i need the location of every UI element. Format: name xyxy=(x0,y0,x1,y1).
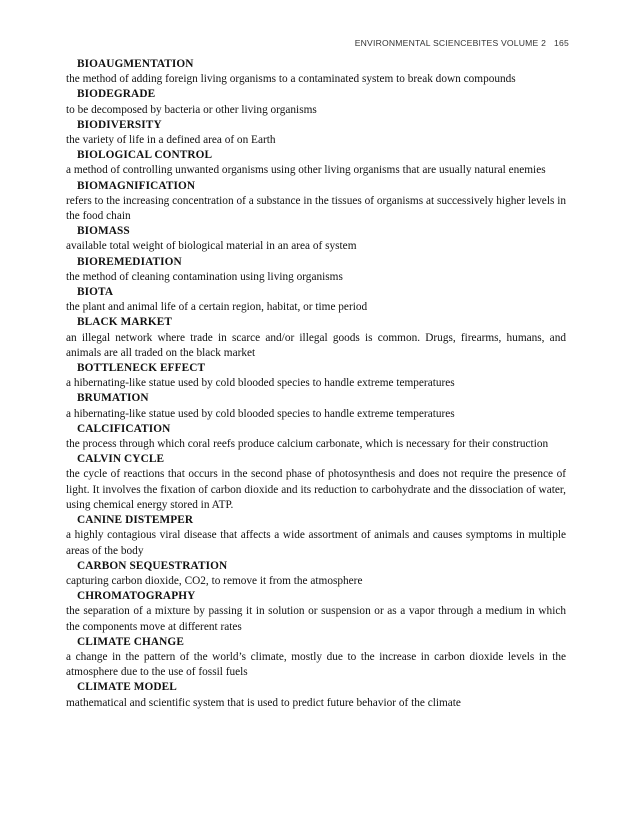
running-header xyxy=(355,38,569,48)
glossary-term: BOTTLENECK EFFECT xyxy=(77,362,206,375)
glossary-entry-biomass xyxy=(66,224,566,254)
glossary-term: BIOAUGMENTATION xyxy=(77,58,194,70)
glossary-definition: the cycle of reactions that occurs in the second phase of photosynthesis and does not require the presence of light. It involves the fixation of carbon dioxide and its reduction to carbohydrate and the dissociation of water, using chemical energy stored in ATP. xyxy=(66,468,566,511)
glossary-term: CLIMATE CHANGE xyxy=(77,635,184,648)
glossary-entry-carbon-sequestration xyxy=(66,559,566,589)
running-title: ENVIRONMENTAL SCIENCEBITES VOLUME 2 xyxy=(354,38,547,48)
glossary-entry-climate-model xyxy=(66,680,566,710)
page-number: 165 xyxy=(554,38,569,48)
glossary-entry-biomagnification xyxy=(66,179,566,225)
glossary-definition: the variety of life in a defined area of on Earth xyxy=(66,134,276,147)
glossary-term: BIODIVERSITY xyxy=(77,118,162,131)
glossary-entry-bioaugmentation xyxy=(66,57,566,87)
glossary-definition: an illegal network where trade in scarce and/or illegal goods is common. Drugs, firearms, humans, and animals are all traded on the black market xyxy=(66,331,566,359)
glossary-entry-brumation xyxy=(66,391,566,421)
glossary-entry-calcification xyxy=(66,422,566,452)
glossary-definition: a change in the pattern of the world’s climate, mostly due to the increase in carbon dioxide levels in the atmosphere due to the use of fossil fuels xyxy=(66,650,566,679)
glossary-term: BIODEGRADE xyxy=(77,88,156,101)
glossary-term: BLACK MARKET xyxy=(77,316,173,329)
glossary-definition: capturing carbon dioxide, CO2, to remove it from the atmosphere xyxy=(66,574,363,587)
glossary-definition: the process through which coral reefs produce calcium carbonate, which is necessary for their construction xyxy=(66,438,549,451)
glossary-term: CALCIFICATION xyxy=(77,422,171,435)
glossary-entry-biota xyxy=(66,285,566,315)
glossary-term: CANINE DISTEMPER xyxy=(77,514,194,527)
glossary-term: CALVIN CYCLE xyxy=(77,453,165,466)
glossary-definition: the separation of a mixture by passing it in solution or suspension or as a vapor through a medium in which the components move at different rates xyxy=(66,605,566,633)
glossary-definition: available total weight of biological material in an area of system xyxy=(66,240,357,253)
glossary-term: BIOREMEDIATION xyxy=(77,255,182,268)
glossary-definition: mathematical and scientific system that is used to predict future behavior of the climate xyxy=(66,696,461,709)
glossary-definition: refers to the increasing concentration of a substance in the tissues of organisms at successively higher levels in the food chain xyxy=(66,194,566,223)
glossary-entry-biological-control xyxy=(66,148,566,178)
glossary-entry-biodegrade xyxy=(66,87,566,117)
glossary-entry-calvin-cycle xyxy=(66,452,566,513)
glossary-entry-black-market xyxy=(66,315,566,361)
glossary-term: BIOMAGNIFICATION xyxy=(77,179,196,192)
glossary-term: CARBON SEQUESTRATION xyxy=(77,559,228,572)
glossary-entry-chromatography xyxy=(66,589,566,635)
glossary-term: CLIMATE MODEL xyxy=(77,681,177,694)
glossary-list xyxy=(66,57,566,711)
glossary-definition: a highly contagious viral disease that affects a wide assortment of animals and causes symptoms in multiple areas of the body xyxy=(66,529,566,557)
glossary-term: BIOMASS xyxy=(77,225,130,238)
glossary-definition: a method of controlling unwanted organisms using other living organisms that are usually natural enemies xyxy=(66,164,546,177)
glossary-entry-biodiversity xyxy=(66,118,566,148)
glossary-entry-climate-change xyxy=(66,635,566,681)
glossary-definition: to be decomposed by bacteria or other living organisms xyxy=(66,103,317,116)
glossary-definition: the plant and animal life of a certain region, habitat, or time period xyxy=(66,301,368,314)
glossary-term: CHROMATOGRAPHY xyxy=(77,590,196,603)
glossary-entry-bottleneck-effect xyxy=(66,361,566,391)
glossary-definition: a hibernating-like statue used by cold blooded species to handle extreme temperatures xyxy=(66,407,455,420)
glossary-definition: the method of adding foreign living organisms to a contaminated system to break down compounds xyxy=(66,73,516,86)
glossary-definition: the method of cleaning contamination using living organisms xyxy=(66,270,343,283)
glossary-term: BIOTA xyxy=(77,286,114,299)
glossary-entry-bioremediation xyxy=(66,255,566,285)
glossary-entry-canine-distemper xyxy=(66,513,566,559)
glossary-definition: a hibernating-like statue used by cold blooded species to handle extreme temperatures xyxy=(66,377,455,390)
glossary-term: BIOLOGICAL CONTROL xyxy=(77,149,213,162)
glossary-term: BRUMATION xyxy=(77,392,149,405)
